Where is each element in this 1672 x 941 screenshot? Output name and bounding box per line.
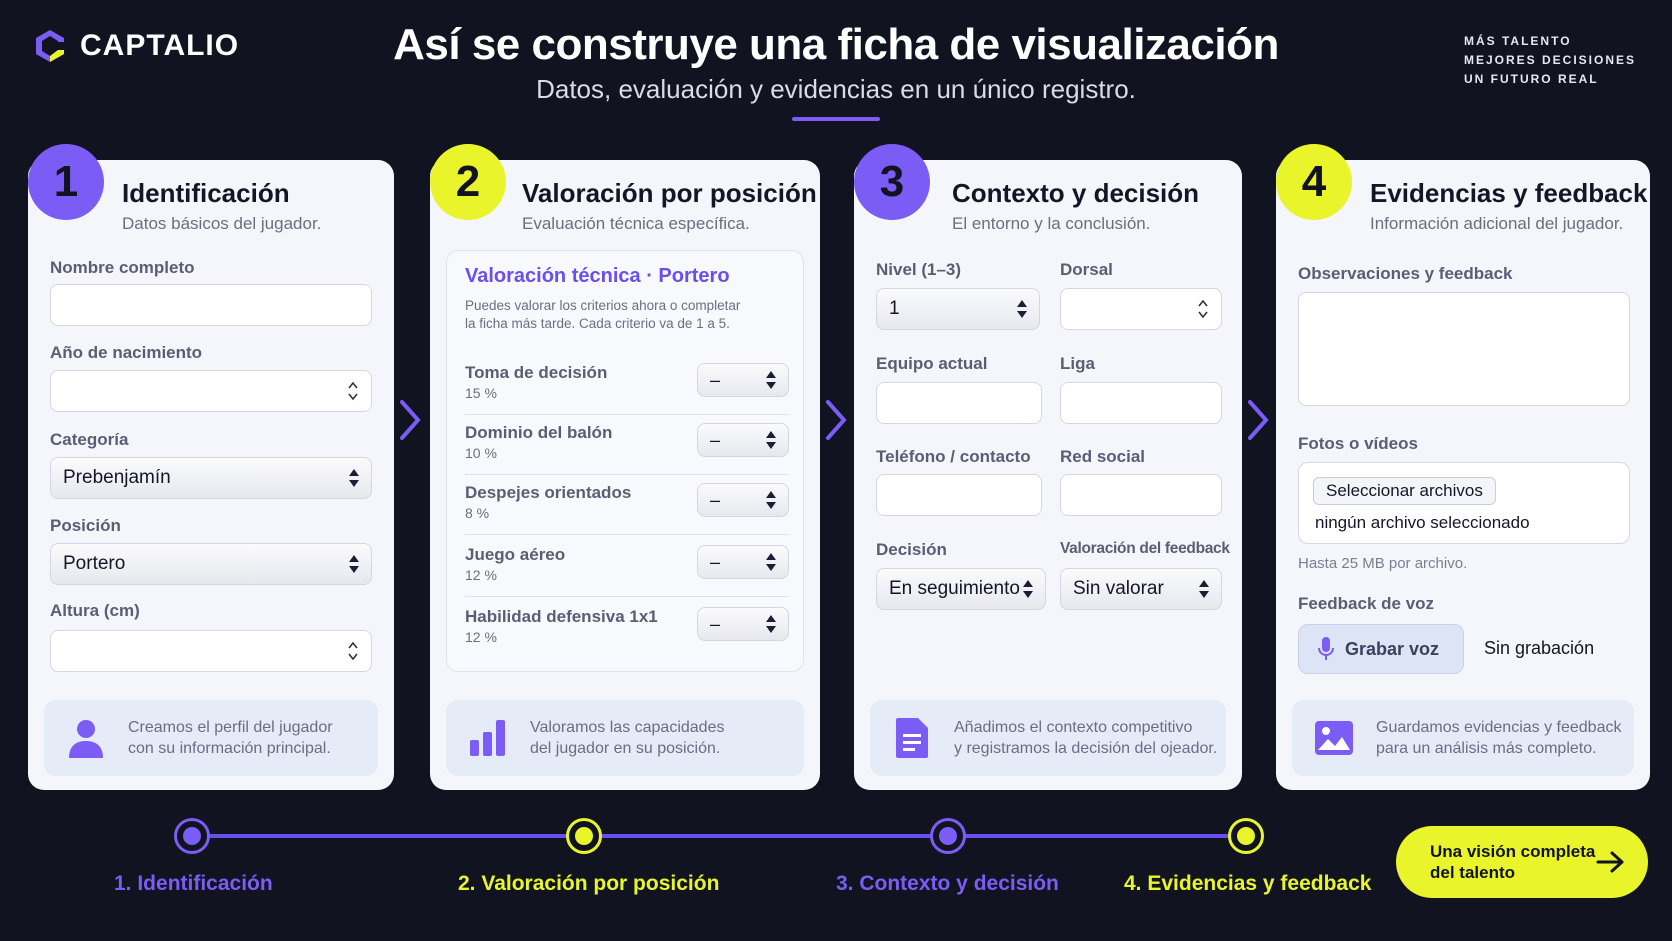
timeline-label-2: 2. Valoración por posición [458,872,720,895]
category-label: Categoría [50,430,129,449]
card-title: Evidencias y feedback [1370,178,1648,208]
info-text [530,717,724,759]
info-line: para un análisis más completo. [1376,740,1597,757]
microphone-icon [1317,636,1335,662]
select-files-button[interactable]: Seleccionar archivos [1313,477,1496,505]
timeline-label-3: 3. Contexto y decisión [836,872,1059,895]
info-text [1376,717,1621,759]
select-arrows-icon [764,613,778,635]
timeline-line [192,834,1244,838]
category-select[interactable] [50,457,372,499]
select-arrows-icon [764,369,778,391]
chevron-right-icon [398,398,422,442]
document-icon [890,716,934,760]
criterion-weight: 12 % [465,567,497,583]
position-select[interactable] [50,543,372,585]
record-voice-label: Grabar voz [1345,638,1440,659]
header [0,20,1672,121]
timeline-step-3 [930,818,966,854]
birth-year-input[interactable] [50,370,372,412]
card-identificacion [28,157,394,790]
card-subtitle: Evaluación técnica específica. [522,214,750,233]
panel-desc-line: Puedes valorar los criterios ahora o completar [465,298,741,313]
title-underline [792,117,880,121]
panel-description [465,297,740,333]
criterion-select[interactable] [697,423,789,457]
select-arrows-icon [764,429,778,451]
criterion-name: Despejes orientados [465,483,632,502]
select-arrows-icon [764,551,778,573]
feedback-rating-label: Valoración del feedback [1060,540,1230,557]
cta-line: del talento [1430,863,1516,882]
voice-label: Feedback de voz [1298,594,1435,613]
criterion-name: Toma de decisión [465,363,608,382]
dorsal-input[interactable] [1060,288,1222,330]
criterion-row [465,539,789,597]
technical-rating-panel [446,250,804,672]
info-line: Valoramos las capacidades [530,719,725,736]
criterion-row [465,357,789,415]
criterion-weight: 15 % [465,385,497,401]
criterion-select[interactable] [697,607,789,641]
phone-input[interactable] [876,474,1042,516]
level-value: 1 [889,298,900,319]
info-line: Añadimos el contexto competitivo [954,719,1193,736]
brand-name: CAPTALIO [80,29,240,62]
stepper-icon[interactable] [347,640,359,662]
position-value: Portero [63,553,126,574]
height-label: Altura (cm) [50,601,140,620]
info-box [44,700,378,776]
criterion-value: – [710,489,721,510]
timeline-label-4: 4. Evidencias y feedback [1124,872,1372,895]
criterion-select[interactable] [697,363,789,397]
birth-year-label: Año de nacimiento [50,343,203,362]
stepper-icon[interactable] [1197,298,1209,320]
criterion-name: Habilidad defensiva 1x1 [465,607,658,626]
file-upload-box [1298,462,1630,544]
select-arrows-icon [764,489,778,511]
observations-textarea[interactable] [1298,292,1630,406]
card-subtitle: Información adicional del jugador. [1370,214,1624,233]
info-text [128,717,333,759]
info-line: del jugador en su posición. [530,740,721,757]
dorsal-label: Dorsal [1060,260,1113,279]
league-input[interactable] [1060,382,1222,424]
criterion-value: – [710,369,721,390]
criterion-select[interactable] [697,483,789,517]
file-size-hint: Hasta 25 MB por archivo. [1298,555,1468,572]
level-label: Nivel (1–3) [876,260,962,279]
criterion-weight: 8 % [465,505,490,521]
team-label: Equipo actual [876,354,988,373]
criterion-value: – [710,429,721,450]
step-number-badge: 4 [1276,144,1352,220]
chevron-right-icon [1246,398,1270,442]
criterion-value: – [710,551,721,572]
card-title: Contexto y decisión [952,178,1200,208]
info-box [870,700,1226,776]
name-label: Nombre completo [50,258,195,277]
social-label: Red social [1060,447,1146,466]
criterion-row [465,601,789,659]
feedback-rating-select[interactable] [1060,568,1222,610]
chevron-right-icon [824,398,848,442]
select-arrows-icon [347,467,361,489]
criterion-row [465,477,789,535]
tagline [1464,32,1636,89]
timeline-step-1 [174,818,210,854]
arrow-right-icon [1596,850,1626,874]
observations-label: Observaciones y feedback [1298,264,1513,283]
bar-chart-icon [466,716,510,760]
info-box [1292,700,1634,776]
select-arrows-icon [1021,578,1035,600]
criterion-weight: 10 % [465,445,497,461]
criterion-row [465,417,789,475]
cta-line: Una visión completa [1430,842,1596,861]
card-contexto [854,157,1242,790]
criterion-select[interactable] [697,545,789,579]
name-input[interactable] [50,284,372,326]
voice-status: Sin grabación [1484,638,1595,658]
media-label: Fotos o vídeos [1298,434,1418,453]
level-select[interactable] [876,288,1040,330]
timeline-step-4 [1228,818,1264,854]
info-line: Creamos el perfil del jugador [128,719,333,736]
card-subtitle: Datos básicos del jugador. [122,214,322,233]
decision-label: Decisión [876,540,947,559]
decision-select[interactable] [876,568,1046,610]
card-title: Identificación [122,178,290,208]
category-value: Prebenjamín [63,467,171,488]
info-line: Guardamos evidencias y feedback [1376,719,1622,736]
feedback-rating-value: Sin valorar [1073,578,1164,599]
timeline-label-1: 1. Identificación [114,872,273,895]
step-number-badge: 1 [28,144,104,220]
league-label: Liga [1060,354,1095,373]
stepper-icon[interactable] [347,380,359,402]
card-subtitle: El entorno y la conclusión. [952,214,1151,233]
decision-value: En seguimiento [889,578,1020,599]
user-icon [64,716,108,760]
card-evidencias [1276,157,1650,790]
cta-button[interactable] [1396,826,1648,898]
select-arrows-icon [347,553,361,575]
criterion-value: – [710,613,721,634]
tagline-line: MÁS TALENTO [1463,34,1572,48]
select-arrows-icon [1197,578,1211,600]
image-icon [1312,716,1356,760]
timeline-step-2 [566,818,602,854]
criterion-weight: 12 % [465,629,497,645]
panel-desc-line: la ficha más tarde. Cada criterio va de 1 a 5. [465,316,730,331]
page-subtitle: Datos, evaluación y evidencias en un único registro. [536,74,1136,104]
phone-label: Teléfono / contacto [876,447,1031,466]
info-box [446,700,804,776]
tagline-line: MEJORES DECISIONES [1463,53,1636,67]
position-label: Posición [50,516,121,535]
criterion-name: Juego aéreo [465,545,566,564]
step-number-badge: 3 [854,144,930,220]
tagline-line: UN FUTURO REAL [1463,72,1599,86]
info-text [954,717,1217,759]
info-line: y registramos la decisión del ojeador. [954,740,1218,757]
page-title: Así se construye una ficha de visualización [393,20,1279,69]
panel-title: Valoración técnica · Portero [465,265,730,287]
card-valoracion [430,157,820,790]
file-status: ningún archivo seleccionado [1315,513,1530,532]
social-input[interactable] [1060,474,1222,516]
team-input[interactable] [876,382,1042,424]
record-voice-button[interactable] [1298,624,1464,674]
info-line: con su información principal. [128,740,331,757]
height-input[interactable] [50,630,372,672]
step-number-badge: 2 [430,144,506,220]
card-title: Valoración por posición [522,178,817,208]
select-arrows-icon [1015,298,1029,320]
criterion-name: Dominio del balón [465,423,613,442]
